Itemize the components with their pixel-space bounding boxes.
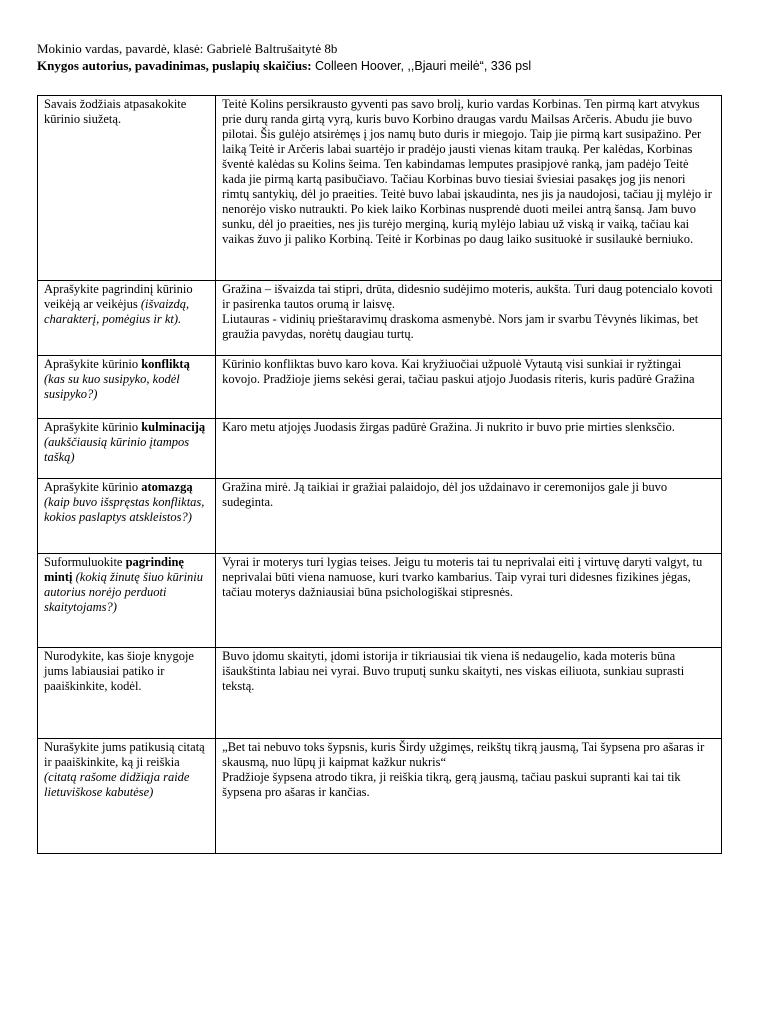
table-row bbox=[38, 554, 722, 648]
answer-text: Buvo įdomu skaityti, įdomi istorija ir tikriausiai tik viena iš nedaugelio, kada moteris būna išaukštinta labiau nei vyrai. Buvo truputį sunku skaityti, nes viskas eiliuota, sunkiau suprasti tekstą. bbox=[222, 649, 685, 693]
question-text: Aprašykite kūrinio bbox=[44, 480, 142, 494]
table-row bbox=[38, 739, 722, 854]
question-text: Aprašykite kūrinio bbox=[44, 357, 142, 371]
question-cell bbox=[38, 356, 216, 419]
document-header bbox=[37, 40, 737, 75]
book-info-value: Colleen Hoover, ,,Bjauri meilė“, 336 psl bbox=[311, 59, 532, 73]
question-hint: (išvaizdą, charakterį, pomėgius ir kt). bbox=[44, 297, 190, 326]
answer-cell bbox=[216, 281, 722, 356]
question-cell bbox=[38, 479, 216, 554]
table-row bbox=[38, 96, 722, 281]
book-report-table bbox=[37, 95, 722, 854]
answer-text: Liutauras - vidinių prieštaravimų draskoma asmenybė. Nors jam ir svarbu Tėvynės likimas, bet graužia pavydas, norėtų daugiau turtų. bbox=[222, 312, 699, 341]
book-info-line bbox=[37, 57, 737, 75]
question-cell bbox=[38, 648, 216, 739]
question-hint: (kaip buvo išspręstas konfliktas, kokios paslaptys atskleistos?) bbox=[44, 495, 205, 524]
table-row bbox=[38, 281, 722, 356]
table-row bbox=[38, 356, 722, 419]
question-cell bbox=[38, 281, 216, 356]
table-row bbox=[38, 419, 722, 479]
answer-text: Gražina – išvaizda tai stipri, drūta, didesnio sudėjimo moteris, aukšta. Turi daug potencialo kovoti ir pasirenka tautos orumą ir laisvę. bbox=[222, 282, 713, 311]
book-info-label: Knygos autorius, pavadinimas, puslapių skaičius: bbox=[37, 58, 312, 73]
question-cell bbox=[38, 554, 216, 648]
answer-text: Gražina mirė. Ją taikiai ir gražiai palaidojo, dėl jos uždainavo ir ceremonijos gale ji buvo sudeginta. bbox=[222, 480, 668, 509]
question-text: Aprašykite kūrinio bbox=[44, 420, 142, 434]
question-hint: (kas su kuo susipyko, kodėl susipyko?) bbox=[44, 372, 180, 401]
answer-cell bbox=[216, 739, 722, 854]
answer-text: „Bet tai nebuvo toks šypsnis, kuris Širdy užgimęs, reikštų tikrą jausmą, Tai šypsena pro ašaras ir skausmą, nuo lūpų ji kaipmat kažkur nukris“ bbox=[222, 740, 705, 769]
question-text: Aprašykite pagrindinį kūrinio veikėją ar veikėjus bbox=[44, 282, 193, 311]
answer-cell bbox=[216, 356, 722, 419]
table-row bbox=[38, 479, 722, 554]
answer-cell bbox=[216, 554, 722, 648]
question-text: Nurodykite, kas šioje knygoje jums labiausiai patiko ir paaiškinkite, kodėl. bbox=[44, 649, 194, 693]
question-cell bbox=[38, 739, 216, 854]
question-keyword: atomazgą bbox=[141, 480, 193, 494]
question-cell bbox=[38, 419, 216, 479]
answer-text: Pradžioje šypsena atrodo tikra, ji reiškia tikrą, gerą jausmą, tačiau paskui supranti kai tai tik šypsena pro ašaras ir kančias. bbox=[222, 770, 681, 799]
answer-text: Teitė Kolins persikrausto gyventi pas savo brolį, kurio vardas Korbinas. Ten pirmą kart atvykus prie durų randa girtą vyrą, kuris buvo Korbino draugas vardu Mailsas Arčeris. Abudu jie buvo pilotai. Šis gulėjo atsirėmęs į jos namų buto duris ir miegojo. Taip jie pirmą kart susipažino. Per laiką Teitė ir Arčeris labai suartėjo ir pradėjo jausti vienas kitam trauką. Per kalėdas, Korbinas šventė kalėdas su Kolins šeima. Ten kabindamas lemputes prasipjovė ranką, jam padėjo Teitė kada jie pirmą kartą pasibučiavo. Tačiau Korbinas buvo tiesiai šviesiai pasakęs jog jis nenori rimtų santykių, dėl jo praeities. Teitė buvo labai įskaudinta, nes jis ja naudojosi, tačiau jį mylėjo ir nenorėjo visko nutraukti. Po kiek laiko Korbinas nusprendė duoti meilei antrą šansą. Jam buvo sunku, dėl jo praeities, nes jis turėjo merginą, kurią mylėjo labiau už viską ir vaiką, tačiau kai vaikas žuvo ji paliko Korbiną. Teitė ir Korbinas po daug laiko susituokė ir susilaukė berniuko. bbox=[222, 97, 712, 246]
answer-cell bbox=[216, 479, 722, 554]
question-keyword: pagrindinę mintį bbox=[44, 555, 184, 584]
answer-cell bbox=[216, 648, 722, 739]
question-text: Suformuluokite bbox=[44, 555, 126, 569]
question-hint: (kokią žinutę šiuo kūriniu autorius norėjo perduoti skaitytojams?) bbox=[44, 570, 204, 614]
table-row bbox=[38, 648, 722, 739]
answer-cell bbox=[216, 419, 722, 479]
question-cell bbox=[38, 96, 216, 281]
answer-cell bbox=[216, 96, 722, 281]
question-text: Nurašykite jums patikusią citatą ir paaiškinkite, ką ji reiškia bbox=[44, 740, 205, 769]
question-keyword: kulminaciją bbox=[141, 420, 206, 434]
answer-text: Vyrai ir moterys turi lygias teises. Jeigu tu moteris tai tu neprivalai eiti į virtuvę daryti valgyt, tu neprivalai būti viena namuose, kuri tvarko kambarius. Taip vyrai turi didesnes fizikines jėgas, tačiau moterys dažniausiai būna psichologiškai stipresnės. bbox=[222, 555, 703, 599]
question-hint: (aukščiausią kūrinio įtampos tašką) bbox=[44, 435, 190, 464]
question-keyword: konfliktą bbox=[141, 357, 190, 371]
answer-text: Karo metu atjojęs Juodasis žirgas padūrė Gražina. Ji nukrito ir buvo prie mirties slenksčio. bbox=[222, 420, 675, 434]
student-name-line: Mokinio vardas, pavardė, klasė: Gabrielė Baltrušaitytė 8b bbox=[37, 41, 338, 56]
question-text: Savais žodžiais atpasakokite kūrinio siužetą. bbox=[44, 97, 187, 126]
question-hint: (citatą rašome didžiąja raide lietuviškose kabutėse) bbox=[44, 770, 190, 799]
answer-text: Kūrinio konfliktas buvo karo kova. Kai kryžiuočiai užpuolė Vytautą visi sunkiai ir ryžtingai kovojo. Pradžioje jiems sekėsi gerai, tačiau paskui atjojo Juodasis riteris, kuris padūrė Gražina bbox=[222, 357, 695, 386]
